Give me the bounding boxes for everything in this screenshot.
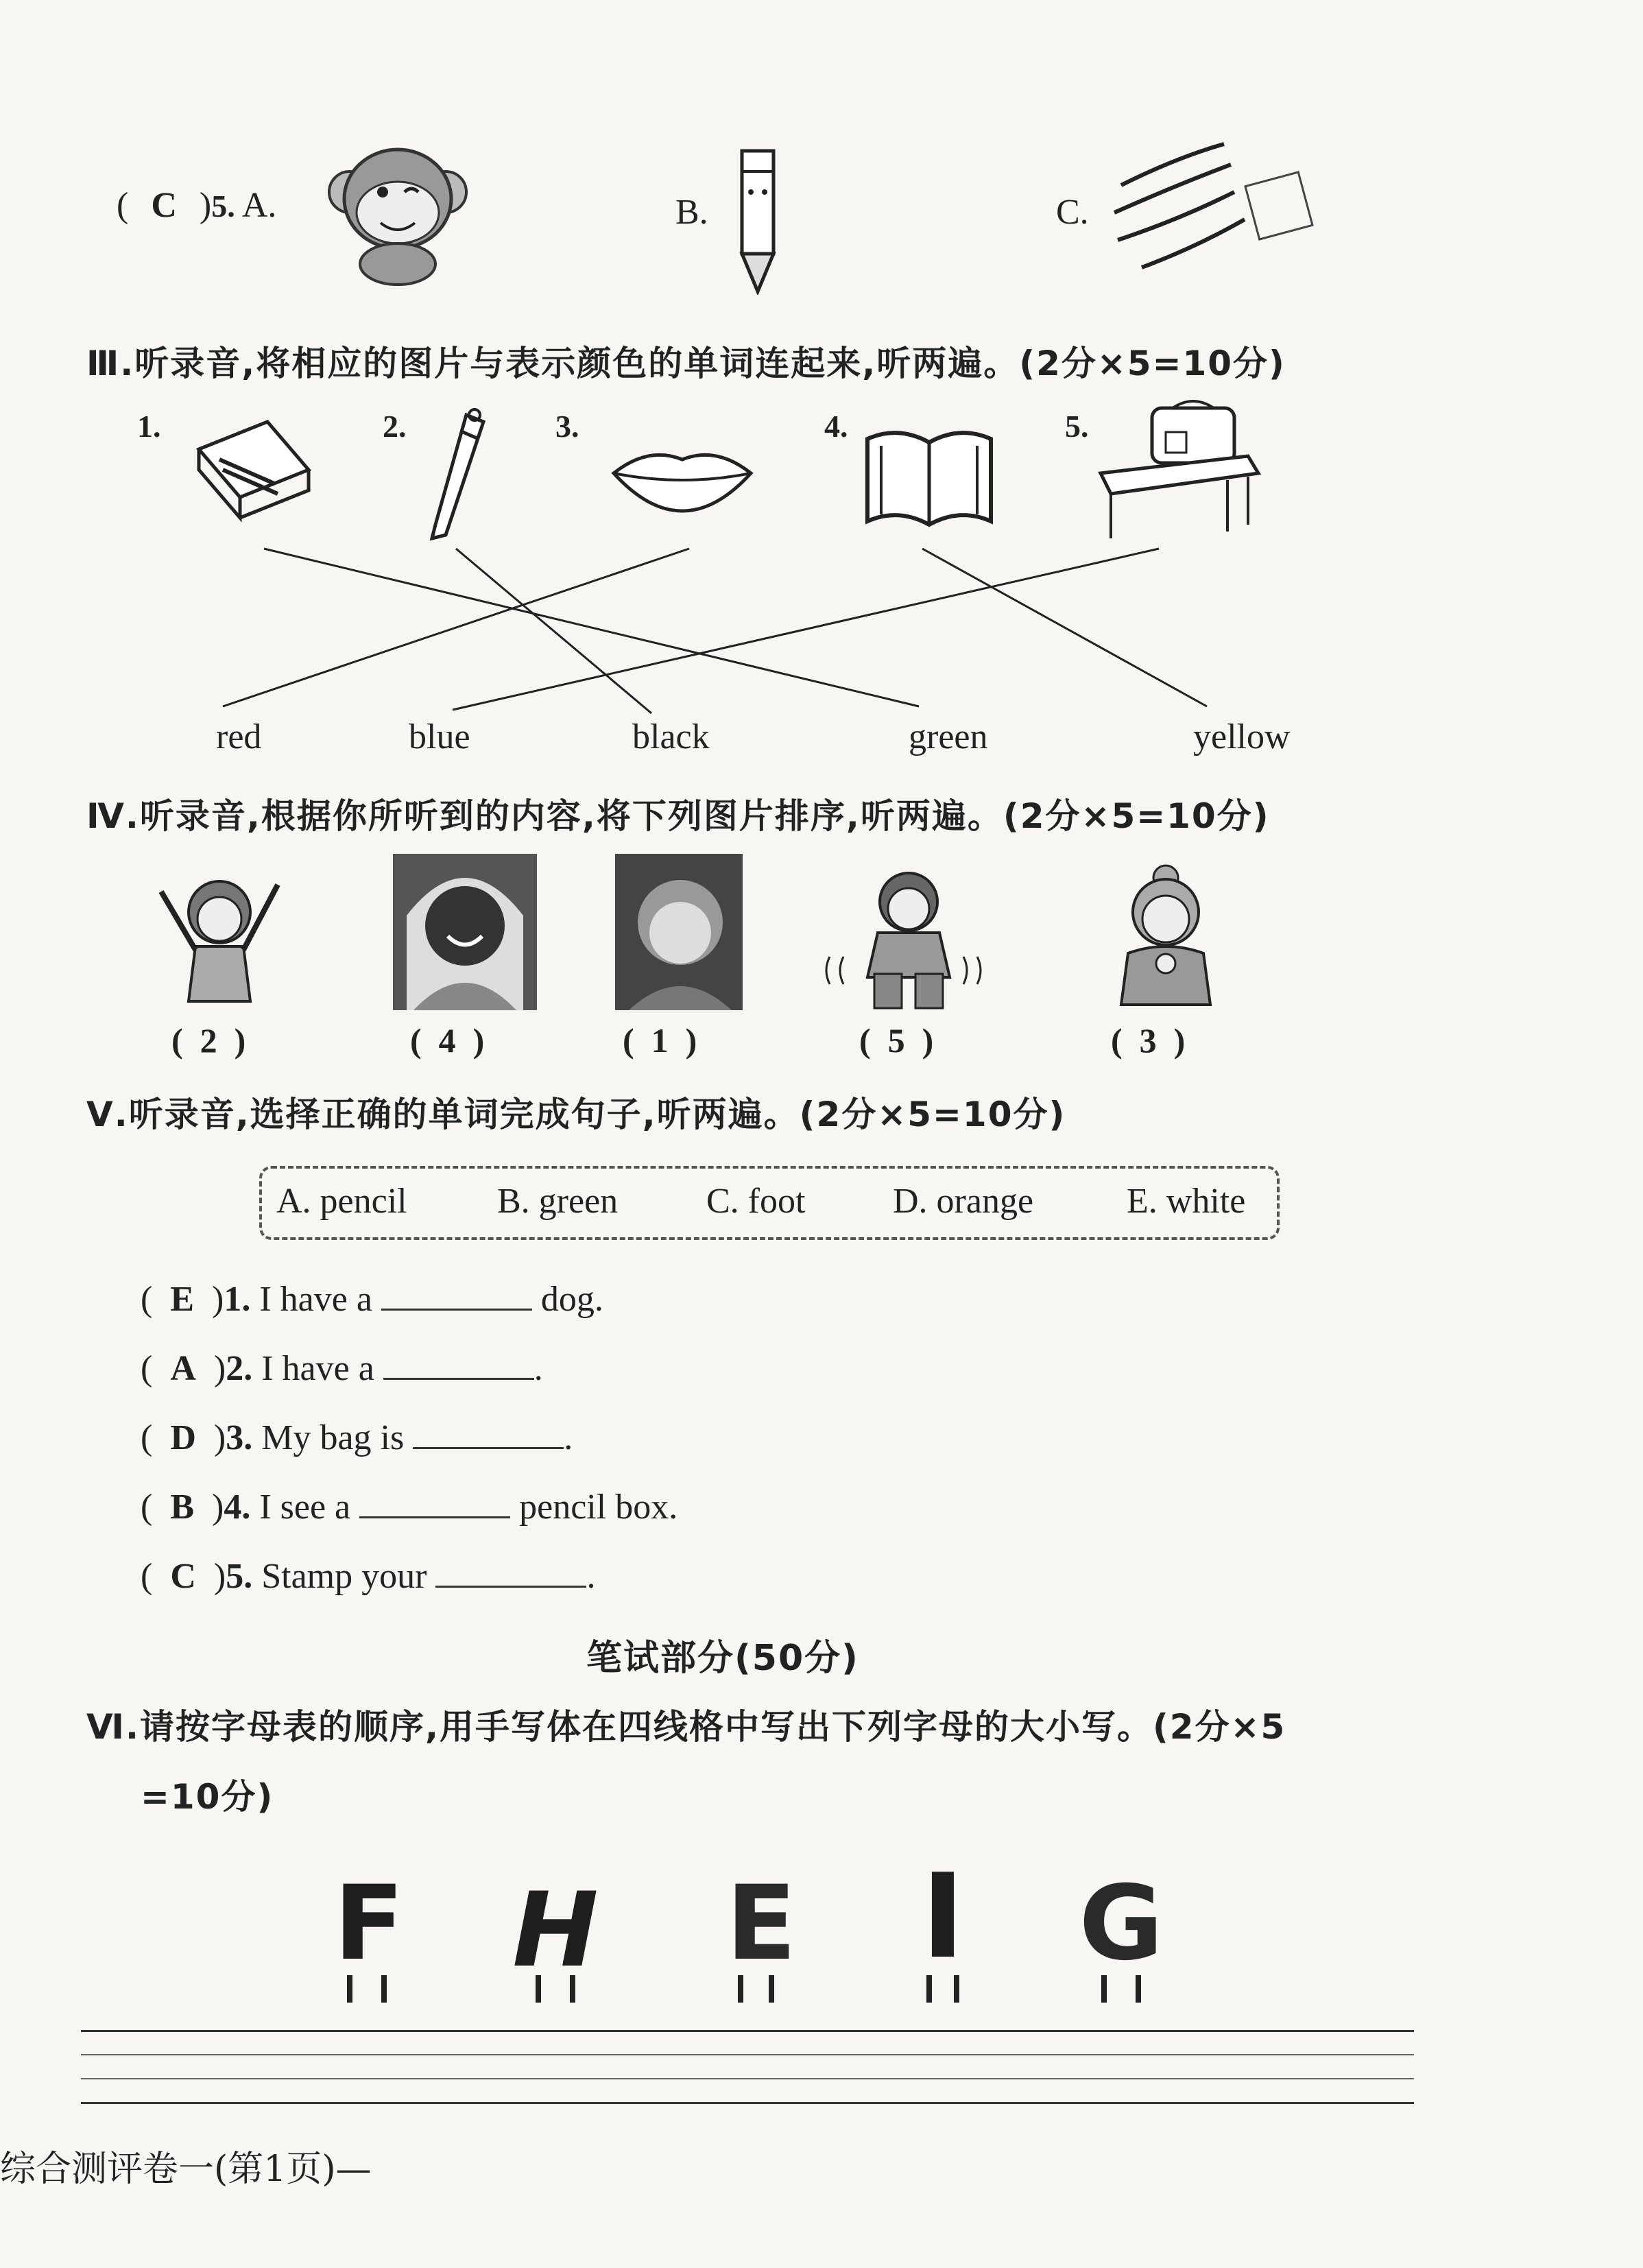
- question-5-number: 5.: [226, 1557, 253, 1596]
- girl-portrait-image: [615, 854, 743, 1010]
- color-word-black: black: [632, 717, 710, 756]
- match-line-5: [453, 549, 1159, 710]
- question-1-blank: [381, 1309, 532, 1311]
- word-bank-option-c: C. foot: [706, 1182, 806, 1221]
- four-line-grid-line-4: [81, 2102, 1414, 2104]
- section4-title: Ⅳ.听录音,根据你所听到的内容,将下列图片排序,听两遍。(2分×5=10分): [86, 796, 1270, 836]
- order-answer-1: ( 2 ): [171, 1021, 246, 1060]
- girl-waving-image: [141, 864, 298, 1008]
- question-2: ( A )2. I have a .: [141, 1349, 543, 1388]
- word-bank-option-e: E. white: [1127, 1182, 1246, 1221]
- written-part-title: 笔试部分(50分): [586, 1638, 859, 1679]
- question-4-blank: [359, 1516, 510, 1518]
- boy-portrait-image: [393, 854, 537, 1010]
- item-number-4: 4.: [824, 409, 848, 444]
- question-1: ( E )1. I have a dog.: [141, 1280, 603, 1319]
- order-value-3: 1: [651, 1021, 669, 1060]
- paren-close: ): [199, 186, 212, 225]
- section5-title: Ⅴ.听录音,选择正确的单词完成句子,听两遍。(2分×5=10分): [86, 1095, 1066, 1134]
- question-3-after: .: [564, 1418, 573, 1457]
- color-word-green: green: [909, 717, 988, 756]
- question-3-answer: D: [170, 1418, 196, 1457]
- question-2-number: 2.: [226, 1349, 253, 1388]
- question-5: ( C )5. Stamp your .: [141, 1557, 596, 1596]
- paren-open: (: [117, 186, 129, 225]
- order-answer-2: ( 4 ): [410, 1021, 485, 1060]
- item-number-3: 3.: [555, 409, 579, 444]
- order-value-2: 4: [438, 1021, 456, 1060]
- question-5-blank: [435, 1586, 586, 1588]
- question-2-answer: A: [170, 1349, 196, 1388]
- option-b-label: B.: [675, 193, 708, 232]
- order-value-1: 2: [200, 1021, 217, 1060]
- letter-legs: [0, 1975, 1643, 2009]
- color-word-blue: blue: [409, 717, 470, 756]
- question-4-text: I see a: [259, 1488, 351, 1527]
- letter-h: H: [512, 1871, 599, 1990]
- question-1-number: 1.: [224, 1280, 251, 1319]
- item-number-5: 5.: [1065, 409, 1089, 444]
- item-number-2: 2.: [383, 409, 407, 444]
- order-value-4: 5: [887, 1021, 905, 1060]
- match-line-4: [922, 549, 1207, 706]
- question-4-number: 4.: [224, 1488, 251, 1527]
- letter-character-e: [713, 1864, 809, 1989]
- letter-i: I: [921, 1849, 965, 1985]
- question-1-after: dog.: [540, 1280, 603, 1319]
- word-bank-option-b: B. green: [497, 1182, 619, 1221]
- question-3: ( D )3. My bag is .: [141, 1418, 573, 1457]
- section6-title-line2: =10分): [141, 1777, 274, 1817]
- letter-character-f: [321, 1864, 417, 1989]
- girl-clapping-image: [1097, 861, 1234, 1012]
- question-1-answer: E: [170, 1280, 195, 1319]
- question-3-text: My bag is: [261, 1418, 405, 1457]
- option-a-label: A.: [241, 186, 277, 225]
- question-4: ( B )4. I see a pencil box.: [141, 1488, 678, 1527]
- answer: C: [151, 186, 177, 225]
- order-answer-5: ( 3 ): [1111, 1021, 1186, 1060]
- color-word-red: red: [216, 717, 262, 756]
- question-2-after: .: [533, 1349, 543, 1388]
- match-line-1: [264, 549, 919, 706]
- order-answer-3: ( 1 ): [623, 1021, 697, 1060]
- page-footer: 综合测评卷一(第1页)—: [0, 2149, 372, 2190]
- letter-f: F: [333, 1864, 405, 1983]
- letter-character-i: [905, 1849, 981, 1989]
- order-value-5: 3: [1139, 1021, 1157, 1060]
- question-4-after: pencil box.: [519, 1488, 678, 1527]
- question-5-after: .: [586, 1557, 596, 1596]
- matching-lines: [0, 0, 1643, 754]
- four-line-grid-line-3: [81, 2078, 1414, 2079]
- four-line-grid-line-1: [81, 2030, 1414, 2032]
- question-1-text: I have a: [259, 1280, 372, 1319]
- option-c-label: C.: [1056, 193, 1089, 232]
- letter-character-g: [1070, 1864, 1173, 1989]
- question-2-text: I have a: [261, 1349, 374, 1388]
- match-line-3: [223, 549, 689, 706]
- question-number: 5.: [211, 189, 235, 224]
- boy-sitting-image: [819, 861, 998, 1012]
- item-number-1: 1.: [137, 409, 161, 444]
- match-line-2: [456, 549, 651, 713]
- letter-g: G: [1079, 1864, 1164, 1983]
- question-2-blank: [383, 1378, 534, 1380]
- question-5-text: Stamp your: [261, 1557, 427, 1596]
- word-bank-option-d: D. orange: [893, 1182, 1034, 1221]
- order-answer-4: ( 5 ): [859, 1021, 934, 1060]
- section6-title-line1: Ⅵ.请按字母表的顺序,用手写体在四线格中写出下列字母的大小写。(2分×5: [86, 1707, 1286, 1747]
- question-3-number: 3.: [226, 1418, 253, 1457]
- letter-e: E: [725, 1864, 797, 1983]
- four-line-grid-line-2: [81, 2054, 1414, 2055]
- question-5-answer: C: [170, 1557, 196, 1596]
- section3-title: Ⅲ.听录音,将相应的图片与表示颜色的单词连起来,听两遍。(2分×5=10分): [86, 344, 1286, 383]
- question-4-answer: B: [170, 1488, 195, 1527]
- word-bank-option-a: A. pencil: [276, 1182, 407, 1221]
- color-word-yellow: yellow: [1193, 717, 1291, 756]
- question-3-blank: [413, 1447, 564, 1449]
